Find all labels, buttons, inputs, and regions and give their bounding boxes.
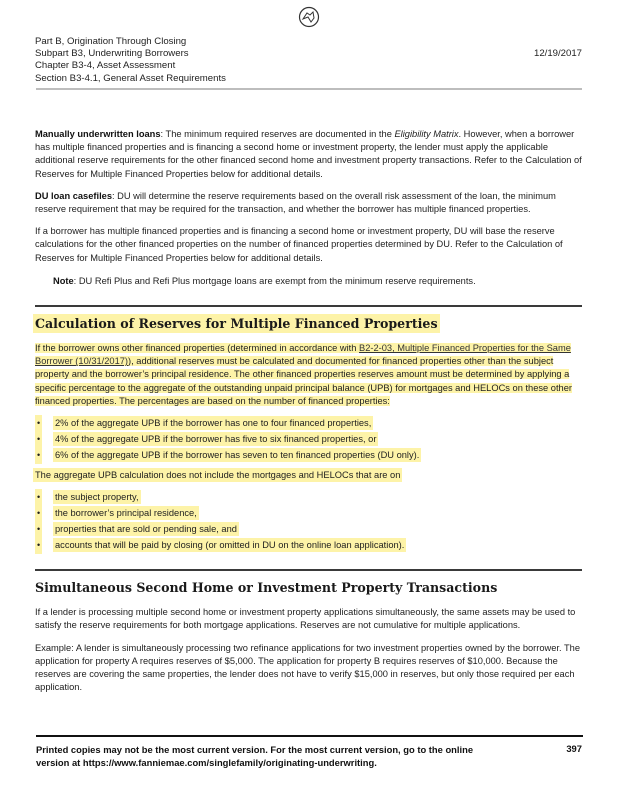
eligibility-matrix-ref: Eligibility Matrix	[394, 129, 459, 139]
breadcrumb-section: Section B3-4.1, General Asset Requirements	[35, 72, 226, 84]
bullet-icon: •	[37, 450, 41, 461]
du-label: DU loan casefiles	[35, 190, 112, 201]
bullet-icon: •	[37, 434, 41, 445]
breadcrumb-part: Part B, Origination Through Closing	[35, 36, 187, 47]
fannie-mae-logo-icon	[298, 6, 320, 28]
list-item: • accounts that will be paid by closing (or omitted in DU on the online loan application).	[37, 540, 405, 551]
exclusion-list	[35, 491, 583, 552]
calc-section-title: Calculation of Reserves for Multiple Financed Properties	[35, 316, 438, 332]
example-paragraph: Example: A lender is simultaneously processing two refinance applications for two investment properties owned by the borrower. The application for property A requires reserves of $5,000. The application for property B requires reserves of $10,000. Because the reserves are covering the same properties, the lender does not have to verify $15,000 in reserves, but only those required per each application.	[35, 642, 581, 693]
du-casefiles-paragraph: DU loan casefiles: DU will determine the reserve requirements based on the overall risk assessment of the loan, the minimum reserve requirement that may be required for the transaction, and whether the borrower has multiple financed properties.	[35, 190, 556, 215]
header-date: 12/19/2017	[533, 48, 582, 59]
page-content	[35, 128, 583, 703]
section-divider	[35, 569, 582, 571]
calc-paragraph: If the borrower owns other financed properties (determined in accordance with B2-2-03, Multiple Financed Properties for the Same Borrower (10/31/2017)), additional reserves must be calculated and documented for financed properties other than the subject property and the borrower’s principal residence. The other financed properties reserves amount must be determined by applying a specific percentage to the aggregate of the outstanding unpaid principal balance (UPB) for mortgages and HELOCs on these other financed properties. The percentages are based on the number of financed properties:	[35, 343, 572, 406]
list-item: • 2% of the aggregate UPB if the borrower has one to four financed properties,	[37, 418, 372, 429]
note-paragraph: Note: DU Refi Plus and Refi Plus mortgage loans are exempt from the minimum reserve requirements.	[53, 275, 476, 286]
breadcrumb-chapter: Chapter B3-4, Asset Assessment	[35, 60, 176, 72]
bullet-icon: •	[37, 540, 41, 551]
list-item: • 4% of the aggregate UPB if the borrower has five to six financed properties, or	[37, 434, 377, 445]
simul-paragraph: If a lender is processing multiple second home or investment property applications simultaneously, the same assets may be used to satisfy the reserve requirements for both mortgage applications. Reserves are not cumulative for multiple applications.	[35, 607, 576, 631]
bullet-icon: •	[37, 508, 41, 519]
page-number: 397	[566, 743, 582, 754]
multiple-properties-paragraph: If a borrower has multiple financed properties and is financing a second home or investment property, DU will base the reserve calculations for the other financed properties on the number of financed properties determined by DU. Refer to the Calculation of Reserves for Multiple Financed Properties below for additional details.	[35, 226, 563, 263]
header-divider	[36, 88, 582, 90]
bullet-icon: •	[37, 524, 41, 535]
breadcrumb-subpart: Subpart B3, Underwriting Borrowers	[35, 48, 189, 60]
list-item: • the subject property,	[37, 492, 139, 503]
footer-divider	[36, 735, 583, 737]
footer-disclaimer: Printed copies may not be the most current version. For the most current version, go to the online version at https://www.fanniemae.com/singlefamily/originating-underwriting.	[36, 744, 474, 768]
list-item: • properties that are sold or pending sale, and	[37, 524, 237, 535]
section-divider	[35, 305, 582, 307]
list-item: • 6% of the aggregate UPB if the borrower has seven to ten financed properties (DU only).	[37, 450, 420, 461]
percentage-list	[35, 417, 583, 462]
manual-underwritten-paragraph: Manually underwritten loans: The minimum required reserves are documented in the Eligibility Matrix. However, when a borrower has multiple financed properties and is financing a second home or investment property, the lender must apply the applicable additional reserve requirements for the other financed second home and investment property transactions. Refer to the Calculation of Reserves for Multiple Financed Properties below for additional details.	[35, 129, 582, 179]
manual-label: Manually underwritten loans	[35, 129, 161, 139]
breadcrumb	[35, 36, 226, 85]
exclusion-intro: The aggregate UPB calculation does not include the mortgages and HELOCs that are on	[35, 470, 401, 481]
list-item: • the borrower’s principal residence,	[37, 508, 197, 519]
note-label: Note	[53, 275, 74, 286]
b2-2-03-link[interactable]: B2-2-03, Multiple Financed Properties for the Same Borrower (10/31/2017)	[35, 343, 571, 367]
bullet-icon: •	[37, 418, 41, 429]
simul-section-title: Simultaneous Second Home or Investment Property Transactions	[35, 580, 498, 596]
bullet-icon: •	[37, 492, 41, 503]
